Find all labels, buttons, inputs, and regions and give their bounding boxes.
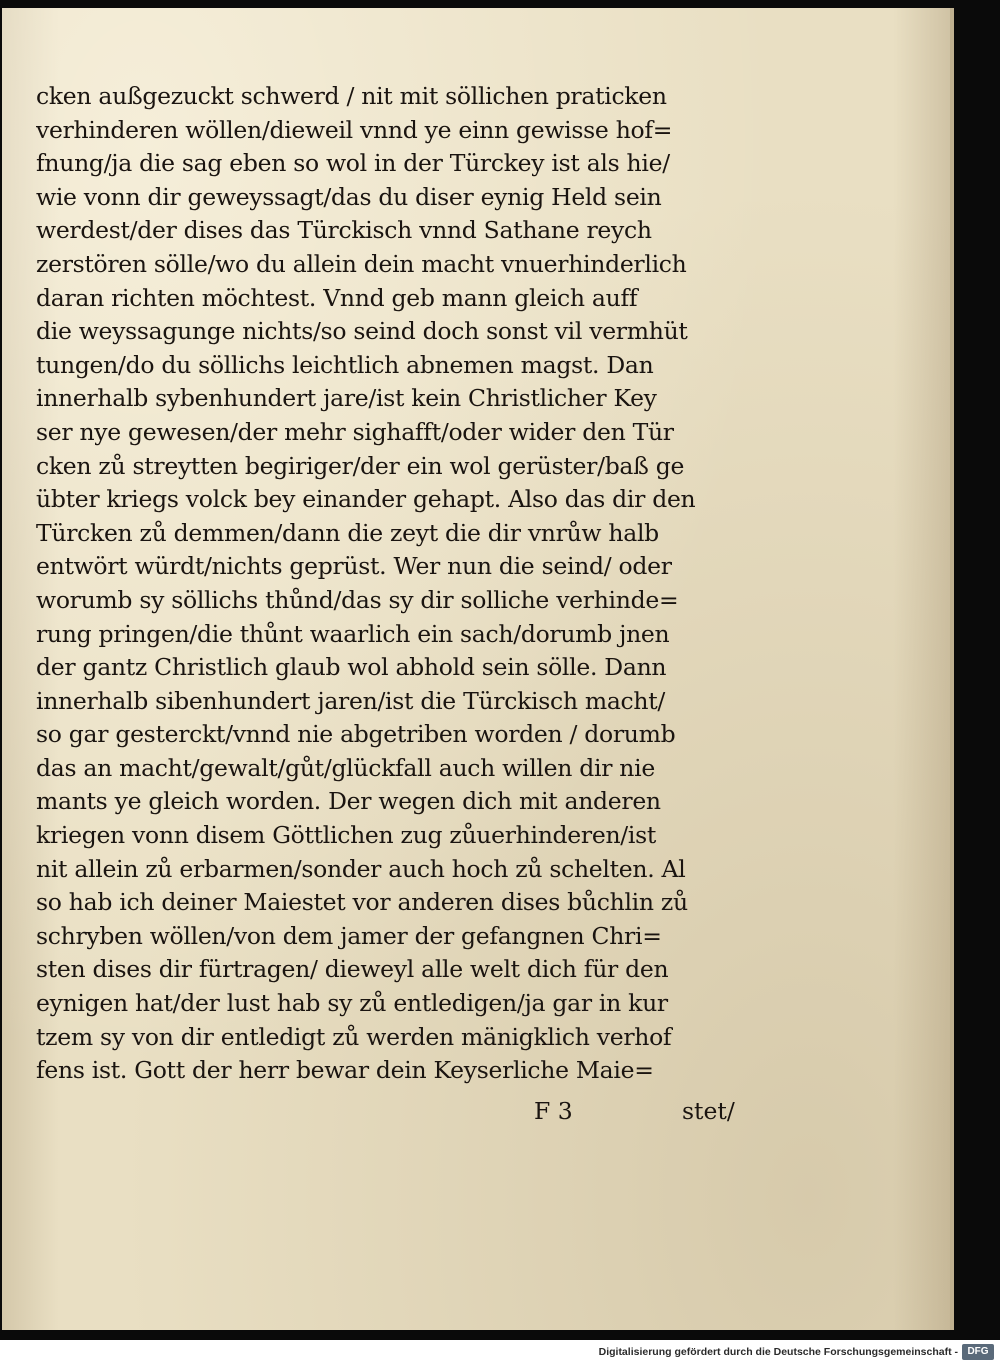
page-edge xyxy=(950,8,954,1330)
text-line: ser nye gewesen/der mehr sighafft/oder wider den Tür xyxy=(36,417,674,446)
text-line: daran richten möchtest. Vnnd geb mann gleich auff xyxy=(36,283,638,312)
text-line: innerhalb sibenhundert jaren/ist die Türckisch macht/ xyxy=(36,686,666,715)
catchword: stet/ xyxy=(682,1097,735,1125)
page-footer xyxy=(36,1097,746,1131)
text-line: verhinderen wöllen/dieweil vnnd ye einn gewisse hof= xyxy=(36,115,673,144)
page-text xyxy=(36,80,746,1088)
text-line: der gantz Christlich glaub wol abhold sein sölle. Dann xyxy=(36,653,667,682)
signature-mark: F 3 xyxy=(534,1097,573,1125)
dfg-logo[interactable]: DFG xyxy=(962,1344,994,1360)
text-line: tzem sy von dir entledigt zů werden mänigklich verhof xyxy=(36,1022,672,1051)
text-line: sten dises dir fürtragen/ dieweyl alle welt dich für den xyxy=(36,955,669,984)
text-line: zerstören sölle/wo du allein dein macht vnuerhinderlich xyxy=(36,249,687,278)
text-line: tungen/do du söllichs leichtlich abnemen magst. Dan xyxy=(36,350,654,379)
text-line: übter kriegs volck bey einander gehapt. Also das dir den xyxy=(36,485,696,514)
text-line: cken außgezuckt schwerd / nit mit söllichen praticken xyxy=(36,82,667,110)
funding-credit: Digitalisierung gefördert durch die Deutsche Forschungsgemeinschaft - xyxy=(598,1346,958,1358)
text-line: das an macht/gewalt/gůt/glückfall auch willen dir nie xyxy=(36,753,655,782)
text-line: innerhalb sybenhundert jare/ist kein Christlicher Key xyxy=(36,384,657,413)
text-line: fens ist. Gott der herr bewar dein Keyserliche Maie= xyxy=(36,1056,654,1085)
text-line: schryben wöllen/von dem jamer der gefangnen Chri= xyxy=(36,921,662,950)
text-line: cken zů streytten begiriger/der ein wol gerüster/baß ge xyxy=(36,451,685,480)
text-line: werdest/der dises das Türckisch vnnd Sathane reych xyxy=(36,216,652,245)
credit-bar xyxy=(0,1340,1000,1369)
text-line: worumb sy söllichs thůnd/das sy dir solliche verhinde= xyxy=(36,585,679,614)
text-line: entwört würdt/nichts geprüst. Wer nun die seind/ oder xyxy=(36,552,672,581)
text-line: so hab ich deiner Maiestet vor anderen dises bůchlin zů xyxy=(36,888,688,917)
text-line: fnung/ja die sag eben so wol in der Türckey ist als hie/ xyxy=(36,149,670,178)
text-line: mants ye gleich worden. Der wegen dich mit anderen xyxy=(36,787,661,816)
text-line: so gar gesterckt/vnnd nie abgetriben worden / dorumb xyxy=(36,720,676,749)
text-line: wie vonn dir geweyssagt/das du diser eynig Held sein xyxy=(36,182,662,211)
text-line: kriegen vonn disem Göttlichen zug zůuerhinderen/ist xyxy=(36,821,657,850)
text-line: eynigen hat/der lust hab sy zů entledigen/ja gar in kur xyxy=(36,989,668,1018)
text-line: die weyssagunge nichts/so seind doch sonst vil vermhüt xyxy=(36,317,688,346)
text-line: rung pringen/die thůnt waarlich ein sach/dorumb jnen xyxy=(36,619,670,648)
text-line: nit allein zů erbarmen/sonder auch hoch zů schelten. Al xyxy=(36,854,686,883)
text-line: Türcken zů demmen/dann die zeyt die dir vnrůw halb xyxy=(36,518,659,547)
